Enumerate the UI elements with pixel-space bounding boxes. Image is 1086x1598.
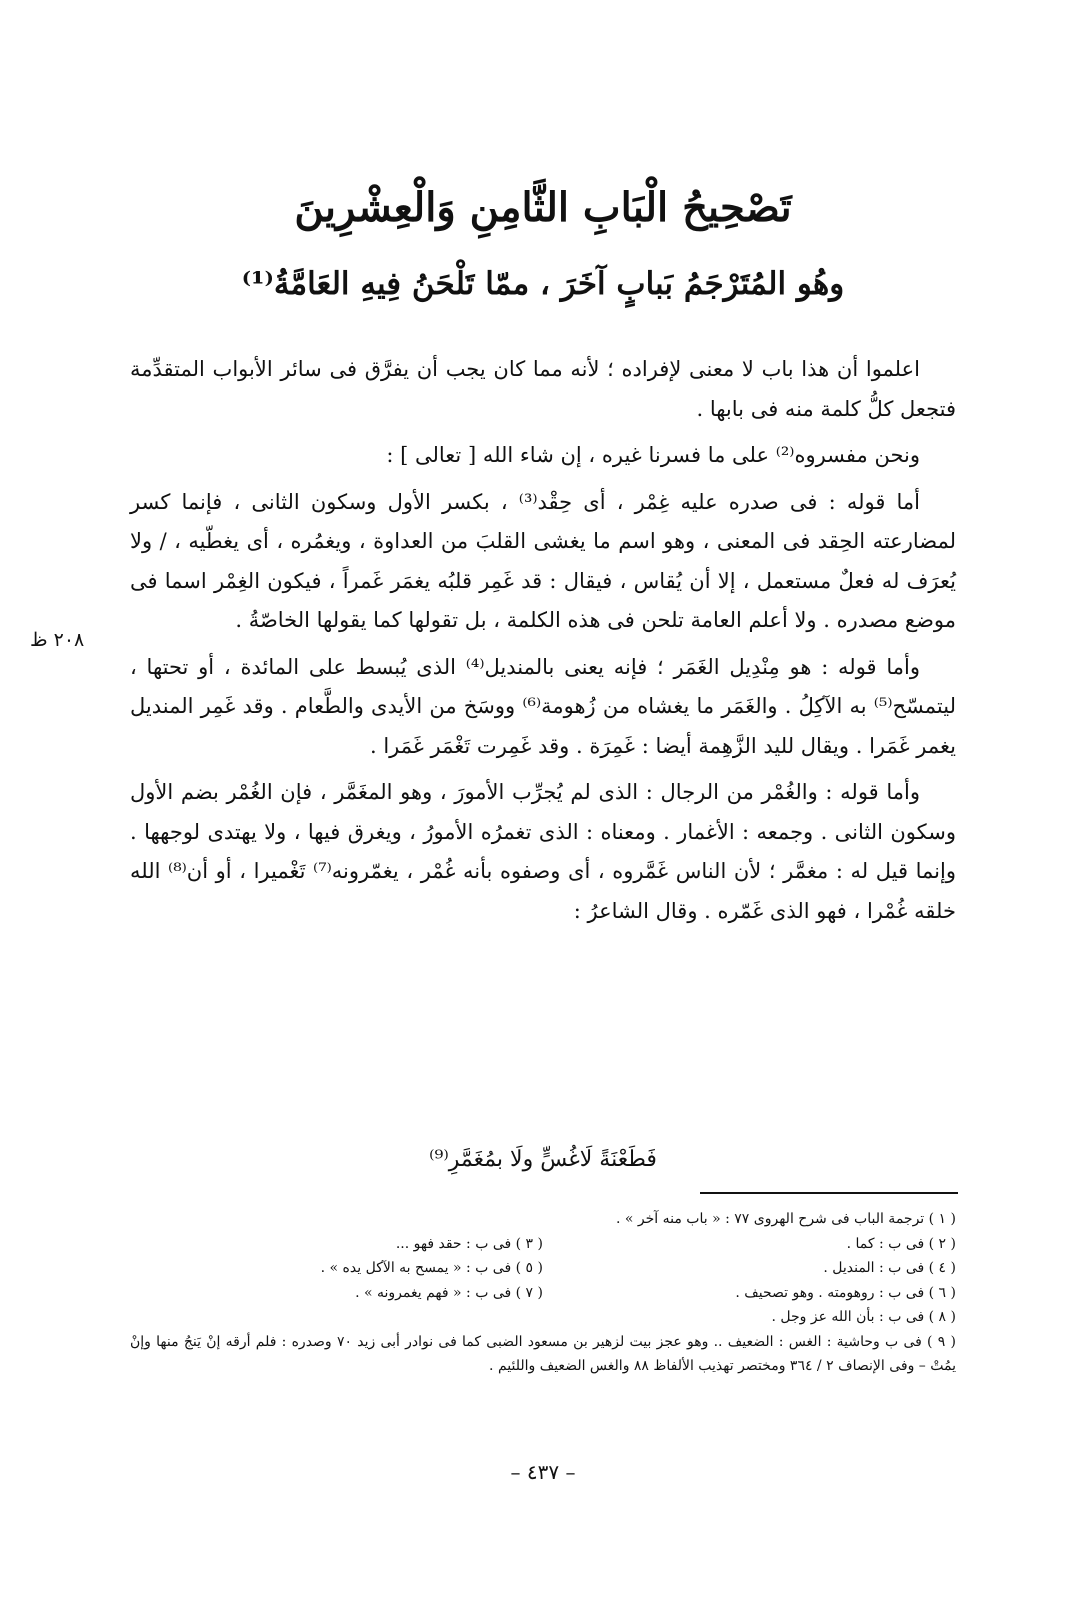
footnote-7: ( ٧ ) فى ب : « فهم يغمرونه » .	[355, 1284, 543, 1301]
footnote-divider	[700, 1192, 958, 1194]
footnote-row	[130, 1256, 956, 1281]
footnote-row	[130, 1281, 956, 1306]
footnote-3: ( ٣ ) فى ب : حقد فهو ...	[395, 1235, 543, 1252]
footnote-1: ( ١ ) ترجمة الباب فى شرح الهروى ٧٧ : « باب منه آخر » .	[615, 1211, 956, 1227]
footnote-2: ( ٢ ) فى ب : كما .	[846, 1235, 956, 1252]
paragraph-mindil: وأما قوله : هو مِنْدِيل الغَمَر ؛ فإنه يعنى بالمنديل⁽⁴⁾ الذى يُبسط على المائدة ، أو تحتها ، ليتمسّح⁽⁵⁾ به الآكِلُ . والغَمَر ما يغشاه من زُهومة⁽⁶⁾ ووسَخ من الأيدى والطَّعام . وقد غَمِر المنديل يغمر غَمَرا . ويقال لليد الزَّهِمة أيضا : غَمِرَة . وقد غَمِرت تَغْمَر غَمَرا .	[130, 654, 956, 758]
page-number: – ٤٣٧ –	[510, 1460, 576, 1484]
chapter-subtitle: وهُو المُتَرْجَمُ بَبابٍ آخَرَ ، ممّا تَلْحَنُ فِيهِ العَامَّةُ⁽¹⁾	[241, 266, 845, 302]
manuscript-folio-note: ٢٠٨ ظ	[30, 629, 85, 651]
footnote-row	[130, 1232, 956, 1257]
footnote-4: ( ٤ ) فى ب : المنديل .	[823, 1260, 956, 1276]
paragraph-ghimr: أما قوله : فى صدره عليه غِمْر ، أى حِقْد⁽³⁾ ، بكسر الأول وسكون الثانى ، فإنما كسر لمضارعته الحِقد فى المعنى ، وهو اسم ما يغشى القلبَ من العداوة ، ويغمُره ، أى يغطّيه ، / ولا يُعرَف له فعلٌ مستعمل ، إلا أن يُقاس ، فيقال : قد غَمِر قلبُه يغمَر غَمراً ، فيكون الغِمْر اسما فى موضع مصدره . ولا أعلم العامة تلحن فى هذه الكلمة ، بل تقولها كما يقولها الخاصّةُ .	[130, 489, 956, 632]
paragraph-intro: اعلموا أن هذا باب لا معنى لإفراده ؛ لأنه مما كان يجب أن يفرَّق فى سائر الأبواب المتقدِّمة فتجعل كلُّ كلمة منه فى بابها .	[130, 357, 956, 421]
footnote-5: ( ٥ ) فى ب : « يمسح به الآكل يده » .	[320, 1260, 543, 1276]
footnotes	[130, 1207, 956, 1379]
footnote-8: ( ٨ ) فى ب : بأن الله عز وجل .	[771, 1309, 956, 1325]
poetry-verse: فَطَعْنَةً لَاغُسٍّ ولَا بمُغَمَّرِ⁽⁹⁾	[429, 1147, 657, 1172]
main-text	[130, 350, 956, 938]
footnote-6: ( ٦ ) فى ب : روهومته . وهو تصحيف .	[735, 1284, 956, 1301]
paragraph-ghumr: وأما قوله : والغُمْر من الرجال : الذى لم يُجرِّب الأمورَ ، وهو المغَمَّر ، فإن الغُمْر بضم الأول وسكون الثانى . وجمعه : الأغمار . ومعناه : الذى تغمرُه الأمورُ ، ويغرق فيها ، ولا يهتدى لوجهها . وإنما قيل له : مغمَّر ؛ لأن الناس غَمَّروه ، أى وصفوه بأنه غُمْر ، يغمّرونه⁽⁷⁾ تَغْميرا ، أو أن⁽⁸⁾ الله خلقه غُمْرا ، فهو الذى غَمّره . وقال الشاعرُ :	[130, 780, 957, 923]
chapter-title: تَصْحِيحُ الْبَابِ الثَّامِنِ وَالْعِشْرِينَ	[294, 184, 792, 231]
paragraph-plan: ونحن مفسروه⁽²⁾ على ما فسرنا غيره ، إن شاء الله [ تعالى ] :	[386, 443, 920, 467]
footnote-9: ( ٩ ) فى ب وحاشية : الغس : الضعيف .. وهو عجز بيت لزهير بن مسعود الضبى كما فى نوادر أبى زيد ٧٠ وصدره : فلم أرقه إنْ يَنجُ منها وإنْ يمُتْ – وفى الإنصاف ٢ / ٣٦٤ ومختصر تهذيب الألفاظ ٨٨ والغس الضعيف واللئيم .	[130, 1333, 956, 1374]
